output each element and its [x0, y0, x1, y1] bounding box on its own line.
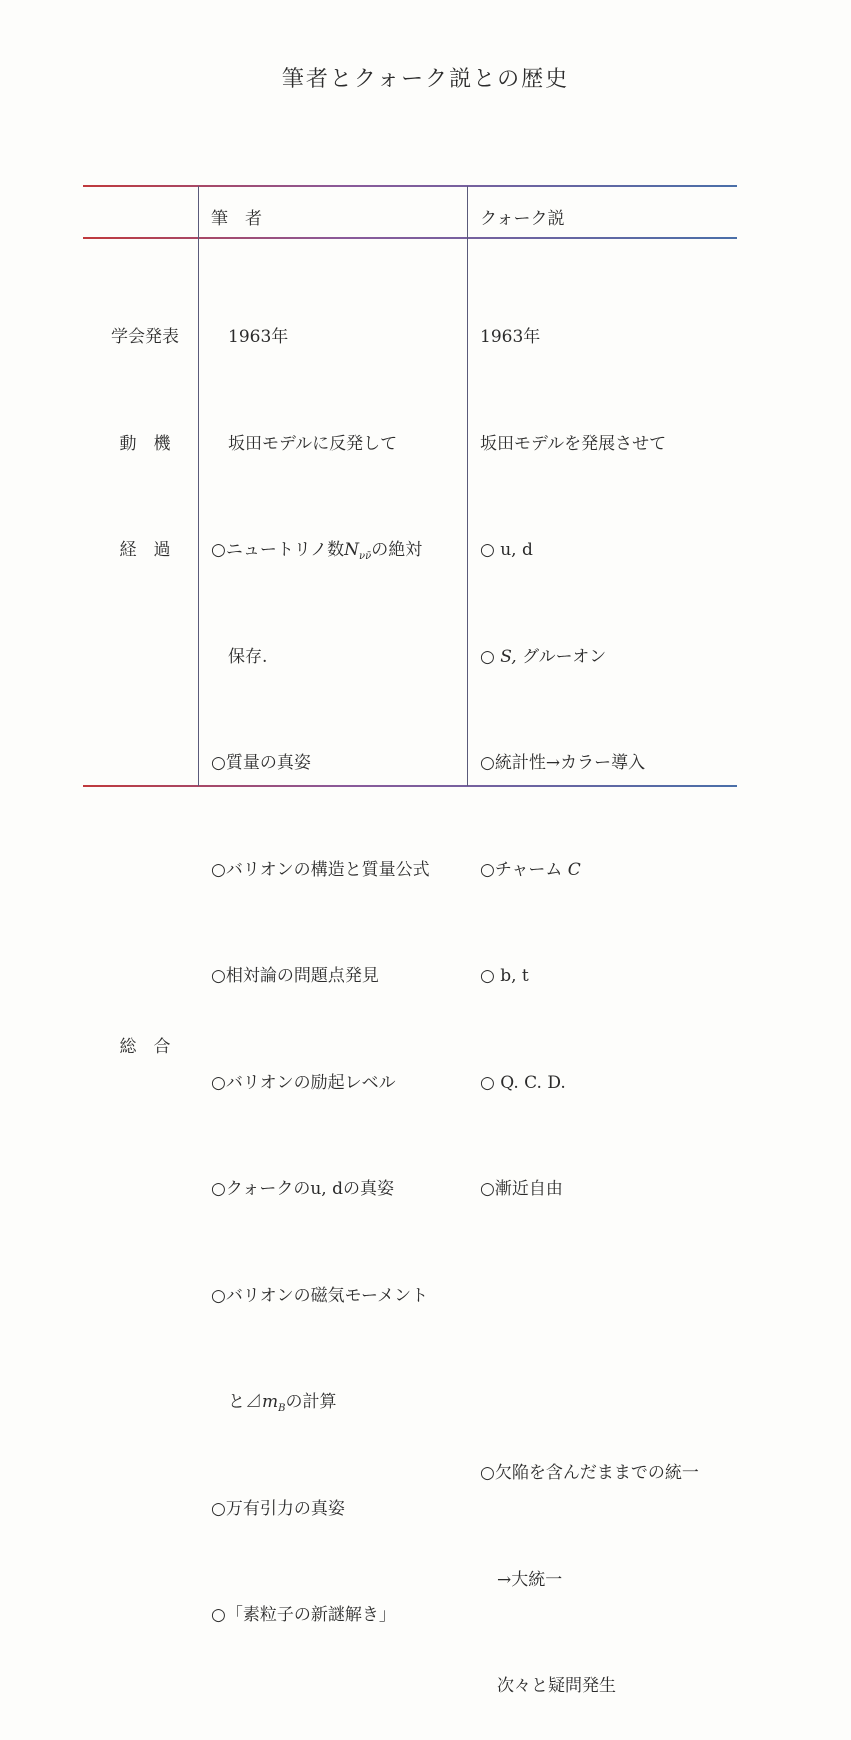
- quark-item: ○漸近自由: [480, 1179, 563, 1199]
- author-motive: 坂田モデルに反発して: [228, 433, 398, 454]
- quark-item: ○ b, t: [480, 966, 529, 986]
- author-item: ○クォークのu, dの真姿: [211, 1179, 394, 1199]
- quark-item-gut: →大統一: [497, 1569, 563, 1590]
- author-item: ○バリオンの構造と質量公式: [211, 859, 430, 880]
- quark-item: ○ Q. C. D.: [480, 1072, 566, 1093]
- author-item-magnetic-cont: と$⊿m_B$の計算: [228, 1392, 337, 1414]
- author-item: ○バリオンの磁気モーメント: [211, 1285, 429, 1306]
- quark-column: [480, 249, 699, 1740]
- label-presentation: 学会発表: [111, 327, 179, 347]
- author-item-summary: ○「素粒子の新謎解き」: [211, 1605, 396, 1625]
- header-author: 筆 者: [211, 209, 262, 229]
- author-item: ○万有引力の真姿: [211, 1498, 345, 1519]
- label-motive: 動 機: [119, 433, 171, 454]
- header-quark: クォーク説: [480, 209, 565, 229]
- label-progress: 経 過: [119, 540, 171, 560]
- quark-item-charm: ○チャーム C: [480, 859, 581, 880]
- author-item-neutrino: ○ニュートリノ数$N_{\nu\nū}$の絶対: [211, 540, 423, 562]
- author-year: 1963年: [228, 327, 289, 347]
- page-title: 筆者とクォーク説との歴史: [281, 67, 570, 92]
- row-labels: [100, 249, 190, 1101]
- author-item: ○バリオンの励起レベル: [211, 1072, 396, 1093]
- quark-item: ○ u, d: [480, 540, 533, 560]
- column-divider-1: [198, 186, 199, 786]
- quark-item-questions: 次々と疑問発生: [497, 1676, 616, 1696]
- author-item: ○相対論の問題点発見: [211, 966, 379, 986]
- quark-item-strange: ○ S, グルーオン: [480, 646, 607, 667]
- column-divider-2: [467, 186, 468, 786]
- label-summary: 総 合: [119, 1037, 171, 1057]
- quark-motive: 坂田モデルを発展させて: [480, 433, 667, 454]
- table-top-rule: [83, 185, 737, 187]
- author-column: [211, 249, 430, 1669]
- author-item-neutrino-cont: 保存.: [228, 646, 268, 667]
- quark-year: 1963年: [480, 327, 541, 347]
- table-header-rule: [83, 237, 737, 239]
- quark-item-summary: ○欠陥を含んだままでの統一: [480, 1463, 699, 1483]
- author-item: ○質量の真姿: [211, 753, 311, 773]
- quark-item: ○統計性→カラー導入: [480, 753, 646, 773]
